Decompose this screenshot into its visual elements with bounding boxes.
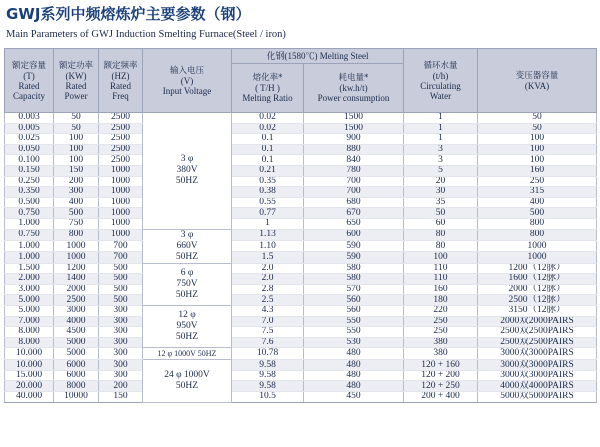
cell-power-consumption: 900 bbox=[304, 134, 404, 145]
cell-power: 1400 bbox=[54, 274, 99, 285]
table-row bbox=[5, 381, 597, 392]
table-row bbox=[5, 284, 597, 295]
cell-circulating-water: 110 bbox=[404, 274, 478, 285]
cell-power: 100 bbox=[54, 155, 99, 166]
cell-power-consumption: 650 bbox=[304, 218, 404, 229]
header-rated-freq: 额定频率 (HZ) Rated Freq bbox=[99, 49, 143, 113]
cell-power: 500 bbox=[54, 208, 99, 219]
cell-power: 400 bbox=[54, 197, 99, 208]
cell-circulating-water: 1 bbox=[404, 134, 478, 145]
cell-melting-ratio: 0.02 bbox=[232, 113, 304, 124]
voltage-line: 12 φ 1000V 50HZ bbox=[157, 349, 217, 359]
cell-power-consumption: 840 bbox=[304, 155, 404, 166]
table-row bbox=[5, 144, 597, 155]
cell-freq: 700 bbox=[99, 252, 143, 263]
table-header-row bbox=[5, 49, 597, 64]
cell-transformer-capacity: 50 bbox=[478, 123, 597, 134]
cell-melting-ratio: 1.5 bbox=[232, 252, 304, 263]
table-row bbox=[5, 113, 597, 124]
cell-freq: 300 bbox=[99, 305, 143, 316]
cell-transformer-capacity: 1000 bbox=[478, 252, 597, 263]
cell-power: 300 bbox=[54, 187, 99, 198]
table-row bbox=[5, 305, 597, 316]
voltage-line: 12 φ bbox=[178, 310, 196, 321]
cell-transformer-capacity: 50 bbox=[478, 113, 597, 124]
voltage-line: 50HZ bbox=[175, 332, 199, 343]
cell-power: 50 bbox=[54, 113, 99, 124]
header-circulating-water: 循环水量 (t/h) Circulating Water bbox=[404, 49, 478, 113]
voltage-line: 3 φ bbox=[180, 229, 194, 240]
cell-power-consumption: 1500 bbox=[304, 123, 404, 134]
cell-transformer-capacity: 3150（12脉） bbox=[478, 305, 597, 316]
cell-capacity: 20.000 bbox=[5, 381, 54, 392]
cell-capacity: 0.750 bbox=[5, 208, 54, 219]
cell-capacity: 3.000 bbox=[5, 284, 54, 295]
cell-circulating-water: 1 bbox=[404, 113, 478, 124]
cell-circulating-water: 1 bbox=[404, 123, 478, 134]
cell-transformer-capacity: 100 bbox=[478, 134, 597, 145]
cell-freq: 500 bbox=[99, 295, 143, 306]
cell-freq: 1000 bbox=[99, 176, 143, 187]
cell-capacity: 10.000 bbox=[5, 360, 54, 371]
cell-transformer-capacity: 3000双3000PAIRS bbox=[478, 370, 597, 381]
cell-freq: 2500 bbox=[99, 123, 143, 134]
table-row bbox=[5, 240, 597, 251]
cell-power: 1000 bbox=[54, 240, 99, 251]
cell-capacity: 0.150 bbox=[5, 165, 54, 176]
cell-power-consumption: 670 bbox=[304, 208, 404, 219]
cell-circulating-water: 3 bbox=[404, 144, 478, 155]
cell-power-consumption: 780 bbox=[304, 165, 404, 176]
cell-capacity: 5.000 bbox=[5, 305, 54, 316]
cell-power: 1000 bbox=[54, 252, 99, 263]
cell-capacity: 10.000 bbox=[5, 348, 54, 360]
cell-melting-ratio: 2.0 bbox=[232, 263, 304, 274]
cell-freq: 500 bbox=[99, 284, 143, 295]
cell-transformer-capacity: 1000 bbox=[478, 240, 597, 251]
table-row bbox=[5, 337, 597, 348]
cell-circulating-water: 380 bbox=[404, 348, 478, 360]
cell-power: 100 bbox=[54, 144, 99, 155]
cell-transformer-capacity: 500 bbox=[478, 208, 597, 219]
cell-circulating-water: 380 bbox=[404, 337, 478, 348]
cell-freq: 200 bbox=[99, 381, 143, 392]
table-row bbox=[5, 134, 597, 145]
cell-input-voltage bbox=[143, 229, 232, 263]
cell-melting-ratio: 1.10 bbox=[232, 240, 304, 251]
cell-capacity: 7.000 bbox=[5, 316, 54, 327]
cell-power: 3000 bbox=[54, 305, 99, 316]
cell-circulating-water: 3 bbox=[404, 155, 478, 166]
header-power-consumption: 耗电量* (kw.h/t) Power consumption bbox=[304, 64, 404, 113]
cell-circulating-water: 160 bbox=[404, 284, 478, 295]
voltage-line: 3 φ bbox=[180, 154, 194, 165]
cell-power-consumption: 880 bbox=[304, 144, 404, 155]
parameters-table bbox=[4, 48, 597, 403]
cell-power: 4000 bbox=[54, 316, 99, 327]
cell-power: 6000 bbox=[54, 370, 99, 381]
cell-freq: 1000 bbox=[99, 197, 143, 208]
table-row bbox=[5, 229, 597, 240]
cell-capacity: 40.000 bbox=[5, 392, 54, 403]
cell-power-consumption: 580 bbox=[304, 263, 404, 274]
cell-circulating-water: 80 bbox=[404, 229, 478, 240]
cell-circulating-water: 250 bbox=[404, 316, 478, 327]
cell-power: 8000 bbox=[54, 381, 99, 392]
cell-power: 200 bbox=[54, 176, 99, 187]
cell-capacity: 8.000 bbox=[5, 327, 54, 338]
header-melting-steel: 化钢(1580℃) Melting Steel bbox=[232, 49, 404, 64]
cell-circulating-water: 30 bbox=[404, 187, 478, 198]
cell-freq: 2500 bbox=[99, 134, 143, 145]
header-transformer-capacity: 变压器容量 (KVA) bbox=[478, 49, 597, 113]
cell-transformer-capacity: 250 bbox=[478, 176, 597, 187]
voltage-line: 50HZ bbox=[175, 176, 199, 187]
cell-melting-ratio: 0.1 bbox=[232, 144, 304, 155]
cell-transformer-capacity: 2000双2000PAIRS bbox=[478, 316, 597, 327]
cell-melting-ratio: 9.58 bbox=[232, 370, 304, 381]
cell-transformer-capacity: 800 bbox=[478, 218, 597, 229]
cell-circulating-water: 5 bbox=[404, 165, 478, 176]
cell-transformer-capacity: 100 bbox=[478, 155, 597, 166]
cell-melting-ratio: 1 bbox=[232, 218, 304, 229]
voltage-line: 950V bbox=[176, 321, 198, 332]
table-row bbox=[5, 208, 597, 219]
table-row bbox=[5, 348, 597, 360]
table-row bbox=[5, 316, 597, 327]
table-row bbox=[5, 263, 597, 274]
cell-power-consumption: 570 bbox=[304, 284, 404, 295]
cell-power: 750 bbox=[54, 218, 99, 229]
table-row bbox=[5, 370, 597, 381]
cell-power-consumption: 480 bbox=[304, 348, 404, 360]
cell-capacity: 15.000 bbox=[5, 370, 54, 381]
cell-power: 6000 bbox=[54, 360, 99, 371]
cell-power-consumption: 580 bbox=[304, 274, 404, 285]
cell-melting-ratio: 2.8 bbox=[232, 284, 304, 295]
cell-power: 2000 bbox=[54, 284, 99, 295]
cell-freq: 500 bbox=[99, 274, 143, 285]
cell-freq: 1000 bbox=[99, 187, 143, 198]
cell-circulating-water: 20 bbox=[404, 176, 478, 187]
cell-freq: 1000 bbox=[99, 165, 143, 176]
cell-melting-ratio: 9.58 bbox=[232, 360, 304, 371]
cell-power-consumption: 700 bbox=[304, 187, 404, 198]
cell-circulating-water: 180 bbox=[404, 295, 478, 306]
table-row bbox=[5, 295, 597, 306]
table-row bbox=[5, 155, 597, 166]
cell-capacity: 0.350 bbox=[5, 187, 54, 198]
cell-capacity: 0.100 bbox=[5, 155, 54, 166]
cell-melting-ratio: 2.0 bbox=[232, 274, 304, 285]
cell-freq: 1000 bbox=[99, 229, 143, 240]
cell-power-consumption: 1500 bbox=[304, 113, 404, 124]
cell-freq: 2500 bbox=[99, 144, 143, 155]
table-row bbox=[5, 187, 597, 198]
cell-transformer-capacity: 400 bbox=[478, 197, 597, 208]
cell-power-consumption: 530 bbox=[304, 337, 404, 348]
cell-power-consumption: 590 bbox=[304, 240, 404, 251]
cell-capacity: 1.000 bbox=[5, 252, 54, 263]
cell-transformer-capacity: 100 bbox=[478, 144, 597, 155]
cell-melting-ratio: 7.5 bbox=[232, 327, 304, 338]
cell-melting-ratio: 0.38 bbox=[232, 187, 304, 198]
cell-melting-ratio: 1.13 bbox=[232, 229, 304, 240]
cell-power: 5000 bbox=[54, 348, 99, 360]
voltage-line: 660V bbox=[176, 240, 198, 251]
table-row bbox=[5, 392, 597, 403]
cell-freq: 300 bbox=[99, 370, 143, 381]
cell-melting-ratio: 10.78 bbox=[232, 348, 304, 360]
cell-power-consumption: 560 bbox=[304, 295, 404, 306]
cell-input-voltage bbox=[143, 263, 232, 305]
cell-circulating-water: 120 + 160 bbox=[404, 360, 478, 371]
cell-melting-ratio: 0.55 bbox=[232, 197, 304, 208]
cell-capacity: 0.025 bbox=[5, 134, 54, 145]
cell-power: 800 bbox=[54, 229, 99, 240]
cell-power-consumption: 680 bbox=[304, 197, 404, 208]
cell-melting-ratio: 0.02 bbox=[232, 123, 304, 134]
cell-capacity: 1.000 bbox=[5, 240, 54, 251]
table-row bbox=[5, 274, 597, 285]
cell-freq: 150 bbox=[99, 392, 143, 403]
cell-circulating-water: 120 + 200 bbox=[404, 370, 478, 381]
cell-melting-ratio: 4.3 bbox=[232, 305, 304, 316]
cell-melting-ratio: 0.21 bbox=[232, 165, 304, 176]
cell-melting-ratio: 0.1 bbox=[232, 134, 304, 145]
cell-circulating-water: 200 + 400 bbox=[404, 392, 478, 403]
cell-circulating-water: 50 bbox=[404, 208, 478, 219]
cell-freq: 300 bbox=[99, 337, 143, 348]
cell-input-voltage bbox=[143, 360, 232, 402]
header-rated-capacity: 额定容量 (T) Rated Capacity bbox=[5, 49, 54, 113]
cell-power: 150 bbox=[54, 165, 99, 176]
table-row bbox=[5, 218, 597, 229]
cell-power: 10000 bbox=[54, 392, 99, 403]
cell-power: 5000 bbox=[54, 337, 99, 348]
cell-circulating-water: 220 bbox=[404, 305, 478, 316]
cell-power: 4500 bbox=[54, 327, 99, 338]
cell-melting-ratio: 10.5 bbox=[232, 392, 304, 403]
voltage-line: 6 φ bbox=[180, 267, 194, 278]
cell-capacity: 0.500 bbox=[5, 197, 54, 208]
cell-freq: 700 bbox=[99, 240, 143, 251]
cell-capacity: 5.000 bbox=[5, 295, 54, 306]
cell-power-consumption: 480 bbox=[304, 370, 404, 381]
cell-power: 100 bbox=[54, 134, 99, 145]
header-input-voltage: 输入电压 (V) Input Voltage bbox=[143, 49, 232, 113]
cell-power: 50 bbox=[54, 123, 99, 134]
cell-transformer-capacity: 3000双3000PAIRS bbox=[478, 360, 597, 371]
cell-power-consumption: 550 bbox=[304, 316, 404, 327]
cell-transformer-capacity: 160 bbox=[478, 165, 597, 176]
cell-power: 1200 bbox=[54, 263, 99, 274]
document-subtitle: Main Parameters of GWJ Induction Smelting Furnace(Steel / iron) bbox=[6, 29, 286, 40]
cell-capacity: 0.003 bbox=[5, 113, 54, 124]
cell-melting-ratio: 7.0 bbox=[232, 316, 304, 327]
cell-melting-ratio: 2.5 bbox=[232, 295, 304, 306]
voltage-line: 380V bbox=[176, 165, 198, 176]
cell-circulating-water: 120 + 250 bbox=[404, 381, 478, 392]
table-row bbox=[5, 327, 597, 338]
cell-transformer-capacity: 315 bbox=[478, 187, 597, 198]
cell-input-voltage bbox=[143, 348, 232, 360]
cell-input-voltage bbox=[143, 305, 232, 347]
cell-freq: 300 bbox=[99, 348, 143, 360]
cell-power-consumption: 480 bbox=[304, 360, 404, 371]
cell-capacity: 1.500 bbox=[5, 263, 54, 274]
cell-power: 2500 bbox=[54, 295, 99, 306]
cell-freq: 1000 bbox=[99, 218, 143, 229]
header-melting-ratio: 熔化率* ( T/H ) Melting Ratio bbox=[232, 64, 304, 113]
cell-freq: 300 bbox=[99, 360, 143, 371]
cell-capacity: 2.000 bbox=[5, 274, 54, 285]
cell-transformer-capacity: 2000（12脉） bbox=[478, 284, 597, 295]
table-row bbox=[5, 197, 597, 208]
cell-power-consumption: 550 bbox=[304, 327, 404, 338]
cell-capacity: 8.000 bbox=[5, 337, 54, 348]
cell-freq: 300 bbox=[99, 316, 143, 327]
cell-power-consumption: 700 bbox=[304, 176, 404, 187]
cell-transformer-capacity: 4000双4000PAIRS bbox=[478, 381, 597, 392]
cell-freq: 300 bbox=[99, 327, 143, 338]
cell-transformer-capacity: 3000双3000PAIRS bbox=[478, 348, 597, 360]
cell-transformer-capacity: 1200（12脉） bbox=[478, 263, 597, 274]
cell-transformer-capacity: 1600（12脉） bbox=[478, 274, 597, 285]
cell-melting-ratio: 0.35 bbox=[232, 176, 304, 187]
table-row bbox=[5, 360, 597, 371]
cell-melting-ratio: 0.1 bbox=[232, 155, 304, 166]
cell-circulating-water: 110 bbox=[404, 263, 478, 274]
cell-transformer-capacity: 2500双2500PAIRS bbox=[478, 337, 597, 348]
cell-power-consumption: 590 bbox=[304, 252, 404, 263]
cell-capacity: 0.050 bbox=[5, 144, 54, 155]
voltage-line: 50HZ bbox=[175, 380, 199, 391]
cell-power-consumption: 480 bbox=[304, 381, 404, 392]
cell-power-consumption: 450 bbox=[304, 392, 404, 403]
cell-circulating-water: 100 bbox=[404, 252, 478, 263]
cell-circulating-water: 35 bbox=[404, 197, 478, 208]
table-row bbox=[5, 176, 597, 187]
table-body bbox=[5, 113, 597, 403]
cell-transformer-capacity: 5000双5000PAIRS bbox=[478, 392, 597, 403]
cell-transformer-capacity: 800 bbox=[478, 229, 597, 240]
cell-power-consumption: 600 bbox=[304, 229, 404, 240]
cell-transformer-capacity: 2500（12脉） bbox=[478, 295, 597, 306]
cell-melting-ratio: 0.77 bbox=[232, 208, 304, 219]
cell-capacity: 0.005 bbox=[5, 123, 54, 134]
cell-input-voltage bbox=[143, 113, 232, 230]
voltage-line: 24 φ 1000V bbox=[164, 369, 210, 380]
cell-capacity: 1.000 bbox=[5, 218, 54, 229]
cell-circulating-water: 250 bbox=[404, 327, 478, 338]
table-row bbox=[5, 123, 597, 134]
table-row bbox=[5, 165, 597, 176]
cell-capacity: 0.750 bbox=[5, 229, 54, 240]
cell-transformer-capacity: 2500双2500PAIRS bbox=[478, 327, 597, 338]
table-row bbox=[5, 252, 597, 263]
cell-melting-ratio: 7.6 bbox=[232, 337, 304, 348]
cell-freq: 2500 bbox=[99, 155, 143, 166]
cell-circulating-water: 60 bbox=[404, 218, 478, 229]
voltage-line: 50HZ bbox=[175, 251, 199, 262]
cell-freq: 1000 bbox=[99, 208, 143, 219]
voltage-line: 750V bbox=[176, 278, 198, 289]
header-rated-power: 额定功率 (KW) Rated Power bbox=[54, 49, 99, 113]
cell-capacity: 0.250 bbox=[5, 176, 54, 187]
cell-freq: 2500 bbox=[99, 113, 143, 124]
cell-circulating-water: 80 bbox=[404, 240, 478, 251]
cell-freq: 500 bbox=[99, 263, 143, 274]
document-title: GWJ系列中频熔炼炉主要参数（钢） bbox=[6, 5, 251, 23]
cell-melting-ratio: 9.58 bbox=[232, 381, 304, 392]
cell-power-consumption: 560 bbox=[304, 305, 404, 316]
voltage-line: 50HZ bbox=[175, 289, 199, 300]
